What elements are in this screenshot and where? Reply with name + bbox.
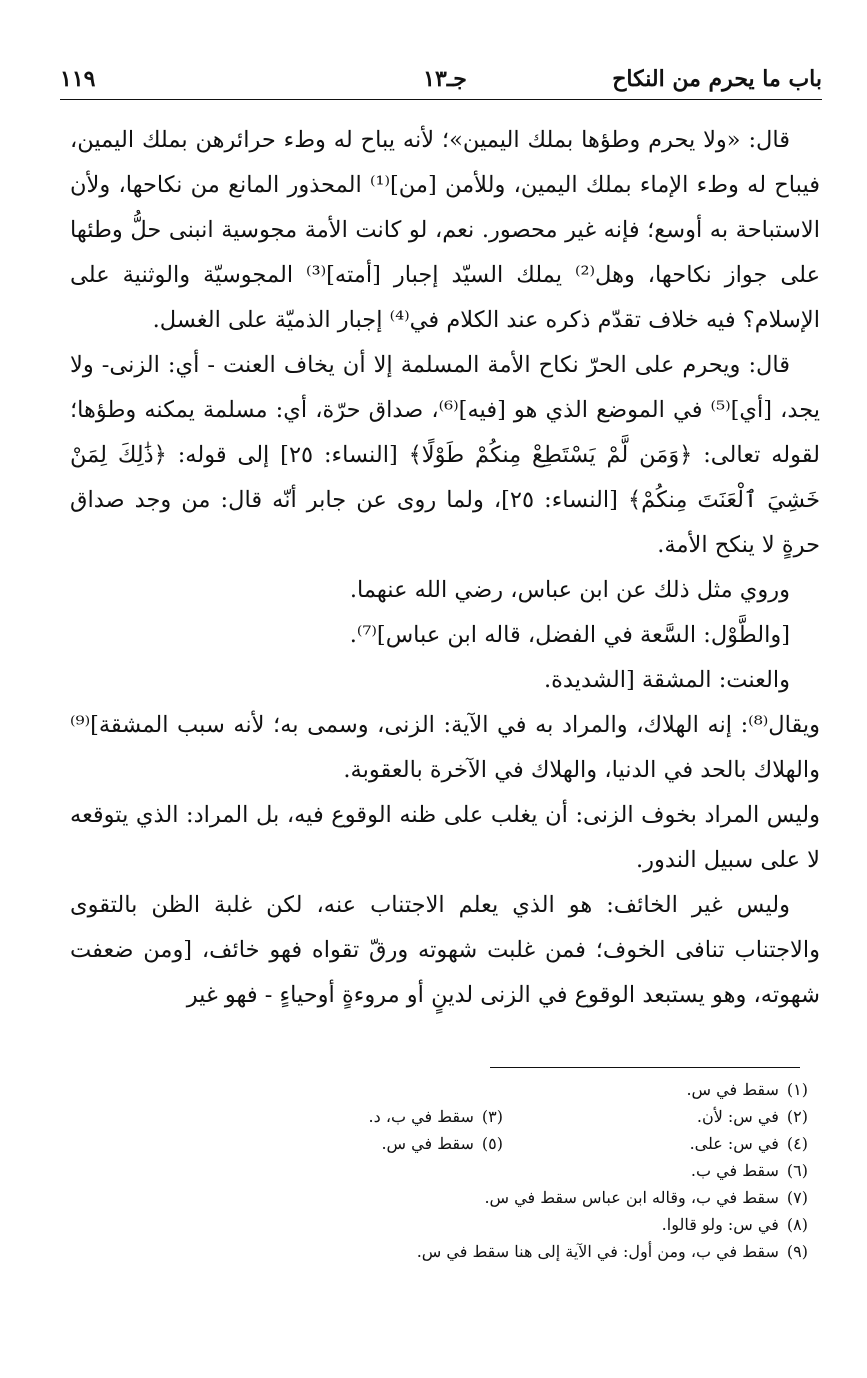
footnote-number: (٦) bbox=[786, 1161, 808, 1180]
footnote bbox=[381, 1134, 503, 1153]
paragraph: وليس المراد بخوف الزنى: أن يغلب على ظنه الوقوع فيه، بل المراد: الذي يتوقعه لا على سبيل الندور. bbox=[70, 802, 821, 873]
footnote bbox=[691, 1161, 808, 1180]
header-rule bbox=[60, 99, 822, 100]
footnote bbox=[662, 1215, 808, 1234]
paragraph: وروي مثل ذلك عن ابن عباس، رضي الله عنهما. bbox=[349, 577, 790, 603]
footnote-number: (٤) bbox=[786, 1134, 808, 1153]
paragraph: ويقال⁽⁸⁾: إنه الهلاك، والمراد به في الآية: الزنى، وسمى به؛ لأنه سبب المشقة]⁽⁹⁾ والهلاك بالحد في الدنيا، والهلاك في الآخرة بالعقوبة. bbox=[70, 712, 820, 783]
page-number: ١١٩ bbox=[60, 66, 96, 92]
footnote-text: سقط في ب، وقاله ابن عباس سقط في س. bbox=[484, 1188, 779, 1207]
paragraph: والعنت: المشقة [الشديدة. bbox=[543, 667, 790, 693]
main-text bbox=[70, 118, 820, 1018]
footnote bbox=[686, 1080, 808, 1099]
paragraph: قال: «ولا يحرم وطؤها بملك اليمين»؛ لأنه يباح له وطء حرائرهن بملك اليمين، فيباح له وطء الإماء بملك اليمين، وللأمن [من]⁽¹⁾ المحذور المانع من نكاحها، ولأن الاستباحة به أوسع؛ فإنه غير محصور. نعم، لو كانت الأمة مجوسية انبنى حلُّ وطئها على جواز نكاحها، وهل⁽²⁾ يملك السيّد إجبار [أمته]⁽³⁾ المجوسيّة والوثنية على الإسلام؟ فيه خلاف تقدّم ذكره عند الكلام في⁽⁴⁾ إجبار الذميّة على الغسل. bbox=[70, 127, 821, 333]
paragraph: قال: ويحرم على الحرّ نكاح الأمة المسلمة إلا أن يخاف العنت - أي: الزنى- ولا يجد، [أي]⁽⁵⁾ في الموضع الذي هو [فيه]⁽⁶⁾، صداق حرّة، أي: مسلمة يمكنه وطؤها؛ لقوله تعالى: ﴿وَمَن لَّمْ يَسْتَطِعْ مِنكُمْ طَوْلًا﴾ [النساء: ٢٥] إلى قوله: ﴿ذَٰلِكَ لِمَنْ خَشِيَ ٱلْعَنَتَ مِنكُمْ﴾ [النساء: ٢٥]، ولما روى عن جابر أنّه قال: من وجد صداق حرةٍ لا ينكح الأمة. bbox=[70, 352, 821, 558]
paragraph: [والطَّوْل: السَّعة في الفضل، قاله ابن عباس]⁽⁷⁾. bbox=[349, 622, 790, 648]
footnote-text: في س: لأن. bbox=[696, 1107, 779, 1126]
footnote-text: سقط في ب، د. bbox=[368, 1107, 474, 1126]
footnote bbox=[484, 1188, 808, 1207]
footnote bbox=[697, 1107, 808, 1126]
footnote-number: (١) bbox=[786, 1080, 808, 1099]
footnote bbox=[417, 1242, 808, 1261]
footnote-separator bbox=[490, 1067, 800, 1068]
footnote-number: (٣) bbox=[481, 1107, 503, 1126]
footnote-number: (٧) bbox=[786, 1188, 808, 1207]
footnote-text: سقط في س. bbox=[686, 1080, 779, 1099]
footnote-text: في س: على. bbox=[689, 1134, 779, 1153]
footnote-number: (٨) bbox=[786, 1215, 808, 1234]
chapter-title: باب ما يحرم من النكاح bbox=[612, 66, 822, 92]
footnote-text: سقط في ب، ومن أول: في الآية إلى هنا سقط في س. bbox=[416, 1242, 779, 1261]
footnotes bbox=[260, 1080, 808, 1330]
paragraph: وليس غير الخائف: هو الذي يعلم الاجتناب عنه، لكن غلبة الظن بالتقوى والاجتناب تنافى الخوف؛ فمن غلبت شهوته ورقّ تقواه فهو خائف، [ومن ضعفت شهوته، وهو يستبعد الوقوع في الزنى لدينٍ أو مروءةٍ أوحياءٍ - فهو غير bbox=[70, 892, 820, 1008]
footnote bbox=[369, 1107, 503, 1126]
footnote-text: سقط في ب. bbox=[690, 1161, 779, 1180]
footnote-text: سقط في س. bbox=[381, 1134, 474, 1153]
volume-label: جـ١٣ bbox=[423, 66, 467, 92]
footnote-text: في س: ولو قالوا. bbox=[661, 1215, 779, 1234]
footnote-number: (٥) bbox=[481, 1134, 503, 1153]
footnote bbox=[690, 1134, 808, 1153]
footnote-number: (٩) bbox=[786, 1242, 808, 1261]
footnote-number: (٢) bbox=[786, 1107, 808, 1126]
running-header bbox=[60, 58, 822, 100]
